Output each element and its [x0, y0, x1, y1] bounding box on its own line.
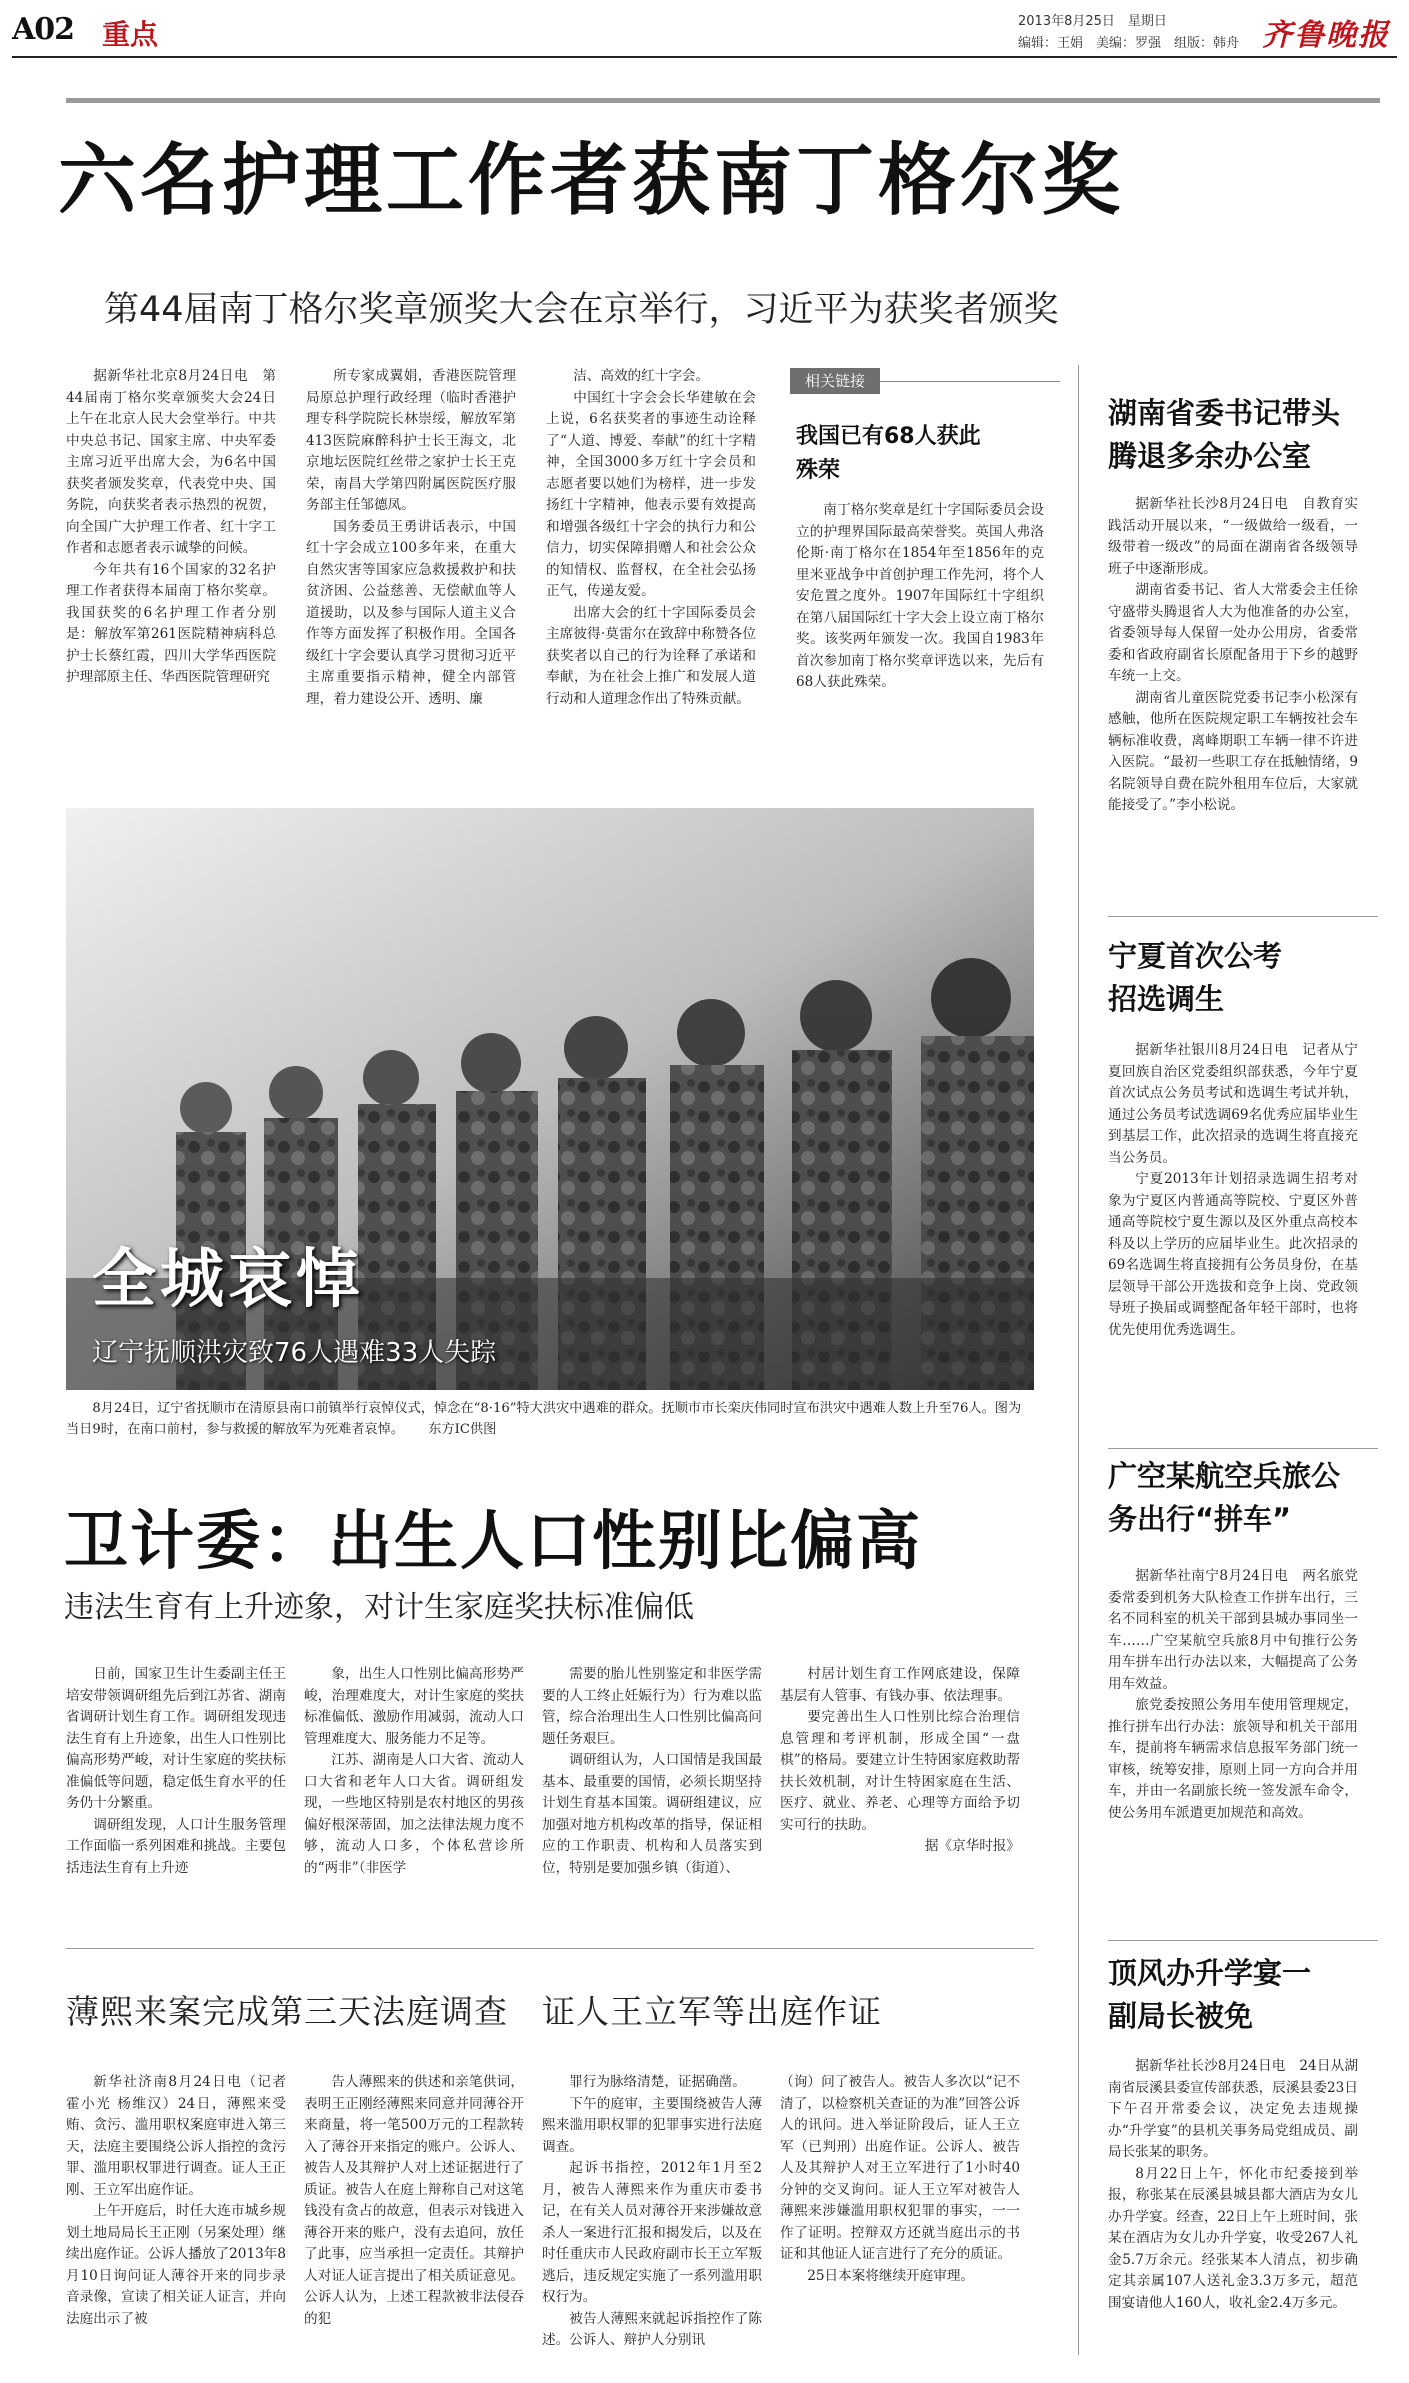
lead-subhead: 第44届南丁格尔奖章颁奖大会在京举行，习近平为获奖者颁奖	[104, 290, 1059, 330]
brief-2-title: 宁夏首次公考招选调生	[1108, 939, 1283, 1016]
paragraph: 下午的庭审，主要围绕被告人薄熙来滥用职权罪的犯罪事实进行法庭调查。	[542, 2095, 762, 2155]
paragraph: 被告人薄熙来就起诉指控作了陈述。公诉人、辩护人分别讯	[542, 2310, 762, 2348]
paragraph: 江苏、湖南是人口大省、流动人口大省和老年人口大省。调研组发现，一些地区特别是农村地区的男孩偏好根深蒂固，加之法律法规力度不够，流动人口多，个体私营诊所的“两非”（非医学	[304, 1752, 524, 1876]
paragraph: 据新华社北京8月24日电 第44届南丁格尔奖章颁奖大会24日上午在北京人民大会堂举行。中共中央总书记、国家主席、中央军委主席习近平出席大会，为6名中国获奖者颁发奖章，代表党中央、国务院，向获奖者表示热烈的祝贺，向全国广大护理工作者、红十字工作者和志愿者表示诚挚的问候。	[66, 368, 276, 556]
brief-3-title: 广空某航空兵旅公务出行“拼车”	[1108, 1459, 1341, 1536]
lead-column-1	[66, 366, 276, 806]
photo-credit: 东方IC供图	[428, 1422, 497, 1437]
paragraph: 象，出生人口性别比偏高形势严峻，治理难度大，对计生家庭的奖扶标准偏低、激励作用减弱，流动人口管理难度大、服务能力不足等。	[304, 1666, 524, 1747]
story2-column-1	[66, 1664, 286, 1884]
paragraph: 据新华社南宁8月24日电 两名旅党委常委到机务大队检查工作拼车出行，三名不同科室的机关干部到县城办事同坐一车……广空某航空兵旅8月中旬推行公务用车拼车出行办法以来，大幅提高了公务用车效益。	[1108, 1568, 1358, 1692]
paragraph: 湖南省委书记、省人大常委会主任徐守盛带头腾退省人大为他准备的办公室，省委领导每人保留一处办公用房，省委常委和省政府副省长原配备用于下乡的越野车统一上交。	[1108, 582, 1358, 684]
paragraph: 起诉书指控，2012年1月至2月，被告人薄熙来作为重庆市委书记，在有关人员对薄谷开来涉嫌故意杀人一案进行汇报和揭发后，以及在时任重庆市人民政府副市长王立军叛逃后，违反规定实施了一系列滥用职权行为。	[542, 2160, 762, 2305]
photo-big-title: 全城哀悼	[92, 1243, 364, 1317]
paragraph: 所专家成翼娟，香港医院管理局原总护理行政经理（临时香港护理专科学院院长林崇绥，解放军第413医院麻醉科护士长王海文，北京地坛医院红丝带之家护士长王克荣，南昌大学第四附属医院医疗服务部主任邹德凤。	[306, 368, 516, 513]
paragraph: 国务委员王勇讲话表示，中国红十字会成立100多年来，在重大自然灾害等国家应急救援救护和扶贫济困、公益慈善、无偿献血等人道援助，以及参与国际人道主义合作等方面发挥了积极作用。全国各级红十字会要认真学习贯彻习近平主席重要指示精神，健全内部管理，着力建设公开、透明、廉	[306, 518, 516, 707]
paper-logo: 齐鲁晚报	[1262, 18, 1390, 53]
paragraph: 罪行为脉络清楚，证据确凿。	[569, 2074, 746, 2090]
brief-3-body	[1108, 1566, 1358, 1936]
paragraph: 据新华社长沙8月24日电 自教育实践活动开展以来，“一级做给一级看，一级带着一级改”的局面在湖南省各级领导班子中逐渐形成。	[1108, 496, 1358, 577]
brief-4-title: 顶风办升学宴一副局长被免	[1108, 1956, 1312, 2033]
paragraph: 调研组发现，人口计生服务管理工作面临一系列困难和挑战。主要包括违法生育有上升迹	[66, 1816, 286, 1876]
news-photo	[66, 808, 1034, 1390]
page-code: A02	[12, 12, 75, 47]
brief-4-body	[1108, 2056, 1358, 2366]
masthead-thick-rule	[66, 98, 1380, 103]
photo-caption	[66, 1398, 1034, 1440]
paragraph: （询）问了被告人。被告人多次以“记不清了，以检察机关查证的为准”回答公诉人的讯问。进入举证阶段后，证人王立军（已判刑）出庭作证。公诉人、被告人及其辩护人对王立军进行了1小时40分钟的交叉询问。证人王立军对被告人薄熙来涉嫌滥用职权犯罪的事实，一一作了证明。控辩双方还就当庭出示的书证和其他证人证言进行了充分的质证。	[780, 2074, 1020, 2262]
paragraph: 新华社济南8月24日电（记者 霍小光 杨维汉）24日，薄熙来受贿、贪污、滥用职权案庭审进入第三天，法庭主要围绕公诉人指控的贪污罪、滥用职权罪进行调查。证人王正刚、王立军出庭作证。	[66, 2074, 286, 2198]
lead-column-3	[546, 366, 756, 806]
story2-column-4	[780, 1664, 1020, 1884]
masthead-editors: 编辑：王娟 美编：罗强 组版：韩舟	[1018, 36, 1240, 51]
story2-headline: 卫计委：出生人口性别比偏高	[64, 1505, 922, 1579]
related-link-label: 相关链接	[790, 368, 880, 394]
story3-column-3	[542, 2072, 762, 2368]
story3-headline: 薄熙来案完成第三天法庭调查 证人王立军等出庭作证	[66, 1992, 882, 2031]
sidebar-title: 我国已有68人获此殊荣	[796, 424, 981, 483]
brief-divider	[1108, 1448, 1378, 1449]
brief-1-title: 湖南省委书记带头腾退多余办公室	[1108, 396, 1341, 473]
lead-column-2	[306, 366, 516, 806]
paragraph: 村居计划生育工作网底建设，保障基层有人管事、有钱办事、依法理事。	[780, 1666, 1020, 1704]
source-credit: 据《京华时报》	[924, 1838, 1020, 1854]
paragraph: 需要的胎儿性别鉴定和非医学需要的人工终止妊娠行为）行为难以监管，综合治理出生人口性别比偏高问题任务艰巨。	[542, 1666, 762, 1747]
brief-divider	[1108, 1940, 1378, 1941]
paragraph: 中国红十字会会长华建敏在会上说，6名获奖者的事迹生动诠释了“人道、博爱、奉献”的红十字精神，全国3000多万红十字会员和志愿者要以她们为榜样，进一步发扬红十字精神，他表示要有效提高和增强各级红十字会的执行力和公信力，切实保障捐赠人和社会公众的知情权、监督权，在全社会弘扬正气，传递友爱。	[546, 389, 756, 599]
paragraph: 上午开庭后，时任大连市城乡规划土地局局长王正刚（另案处理）继续出庭作证。公诉人播放了2013年8月10日询问证人薄谷开来的同步录音录像，宣读了相关证人证言，并向法庭出示了被	[66, 2203, 286, 2327]
masthead-date: 2013年8月25日 星期日	[1018, 14, 1167, 29]
paragraph: 告人薄熙来的供述和亲笔供词，表明王正刚经薄熙来同意并同薄谷开来商量，将一笔500万元的工程款转入了薄谷开来指定的账户。公诉人、被告人及其辩护人对上述证据进行了质证。被告人在庭上辩称自己对这笔钱没有贪占的故意，但表示对钱进入薄谷开来的账户，没有去追问，放任了此事，应当承担一定责任。其辩护人对证人证言提出了相关质证意见。公诉人认为，上述工程款被非法侵吞的犯	[304, 2074, 524, 2327]
story3-column-1	[66, 2072, 286, 2368]
paragraph: 洁、高效的红十字会。	[573, 368, 710, 384]
paragraph: 湖南省儿童医院党委书记李小松深有感触，他所在医院规定职工车辆按社会车辆标准收费，离峰期职工车辆一律不许进入医院。“最初一些职工存在抵触情绪，9名院领导自费在院外租用车位后，大家就能接受了。”李小松说。	[1108, 689, 1358, 813]
lead-headline: 六名护理工作者获南丁格尔奖	[58, 136, 1125, 226]
paragraph: 出席大会的红十字国际委员会主席彼得·莫雷尔在致辞中称赞各位获奖者以自己的行为诠释了承诺和奉献，为在社会上推广和发展人道行动和人道理念作出了特殊贡献。	[546, 604, 756, 707]
caption-text: 8月24日，辽宁省抚顺市在清原县南口前镇举行哀悼仪式，悼念在“8·16”特大洪灾中遇难的群众。抚顺市市长栾庆伟同时宣布洪灾中遇难人数上升至76人。图为当日9时，在南口前村，参与救援的解放军为死难者哀悼。	[66, 1401, 1022, 1437]
paragraph: 宁夏2013年计划招录选调生招考对象为宁夏区内普通高等院校、宁夏区外普通高等院校宁夏生源以及区外重点高校本科及以上学历的应届毕业生。此次招录的69名选调生将直接拥有公务员身份，在基层领导干部公开选拔和竞争上岗、党政领导班子换届或调整配备年轻干部时，也将优先使用优秀选调生。	[1108, 1171, 1358, 1338]
paragraph: 要完善出生人口性别比综合治理信息管理和考评机制，形成全国“一盘棋”的格局。要建立计生特困家庭救助帮扶长效机制，对计生特困家庭在生活、医疗、就业、养老、心理等方面给予切实可行的扶助。	[780, 1709, 1020, 1833]
brief-1-body	[1108, 494, 1358, 904]
story2-column-3	[542, 1664, 762, 1884]
story2-column-2	[304, 1664, 524, 1884]
sidebar-body	[796, 500, 1044, 780]
story2-subhead: 违法生育有上升迹象，对计生家庭奖扶标准偏低	[64, 1590, 694, 1625]
story-divider	[66, 1948, 1034, 1949]
paragraph: 旅党委按照公务用车使用管理规定，推行拼车出行办法：旅领导和机关干部用车，提前将车辆需求信息报军务部门统一审核，统筹安排，原则上同一方向合并用车，并由一名副旅长统一签发派车命令，使公务用车派遣更加规范和高效。	[1108, 1697, 1358, 1821]
brief-divider	[1108, 916, 1378, 917]
brief-2-body	[1108, 1040, 1358, 1440]
paragraph: 今年共有16个国家的32名护理工作者获得本届南丁格尔奖章。我国获奖的6名护理工作者分别是：解放军第261医院精神病科总护士长蔡红霞，四川大学华西医院护理部原主任、华西医院管理研究	[66, 561, 276, 685]
paragraph: 据新华社银川8月24日电 记者从宁夏回族自治区党委组织部获悉，今年宁夏首次试点公务员考试和选调生考试并轨，通过公务员考试选调69名优秀应届毕业生到基层工作，此次招录的选调生将直接充当公务员。	[1108, 1042, 1358, 1166]
sidebar-rule	[880, 381, 1060, 382]
paragraph: 25日本案将继续开庭审理。	[807, 2267, 975, 2284]
photo-subtitle: 辽宁抚顺洪灾致76人遇难33人失踪	[92, 1338, 497, 1368]
paragraph: 8月22日上午，怀化市纪委接到举报，称张某在辰溪县城县都大酒店为女儿办升学宴。经查，22日上午上班时间，张某在酒店为女儿办升学宴，收受267人礼金5.7万余元。经张某本人清点，初步确定其亲属107人送礼金3.3万多元，超范围宴请他人160人，收礼金2.4万多元。	[1108, 2165, 1358, 2311]
paragraph: 日前，国家卫生计生委副主任王培安带领调研组先后到江苏省、湖南省调研计划生育工作。调研组发现违法生育有上升迹象，出生人口性别比偏高形势严峻，对计生家庭的奖扶标准偏低等问题，稳定低生育水平的任务仍十分繁重。	[66, 1666, 286, 1811]
section-name: 重点	[102, 18, 159, 51]
story3-column-4	[780, 2072, 1020, 2368]
paragraph: 调研组认为，人口国情是我国最基本、最重要的国情，必须长期坚持计划生育基本国策。调研组建议，应加强对地方机构改革的指导，保证相应的工作职责、机构和人员落实到位，特别是要加强乡镇（街道）、	[542, 1752, 762, 1876]
paragraph: 据新华社长沙8月24日电 24日从湖南省辰溪县委宣传部获悉，辰溪县委23日下午召开常委会议，决定免去违规操办“升学宴”的县机关事务局党组成员、副局长张某的职务。	[1108, 2058, 1358, 2160]
paragraph: 南丁格尔奖章是红十字国际委员会设立的护理界国际最高荣誉奖。英国人弗洛伦斯·南丁格尔在1854年至1856年的克里米亚战争中首创护理工作先河，将个人安危置之度外。1907年国际红十字组织在第八届国际红十字大会上设立南丁格尔奖。该奖两年颁发一次。我国自1983年首次参加南丁格尔奖章评选以来，先后有68人获此殊荣。	[796, 502, 1044, 690]
column-divider	[1078, 365, 1079, 2355]
story3-column-2	[304, 2072, 524, 2368]
masthead-rule	[12, 56, 1397, 58]
